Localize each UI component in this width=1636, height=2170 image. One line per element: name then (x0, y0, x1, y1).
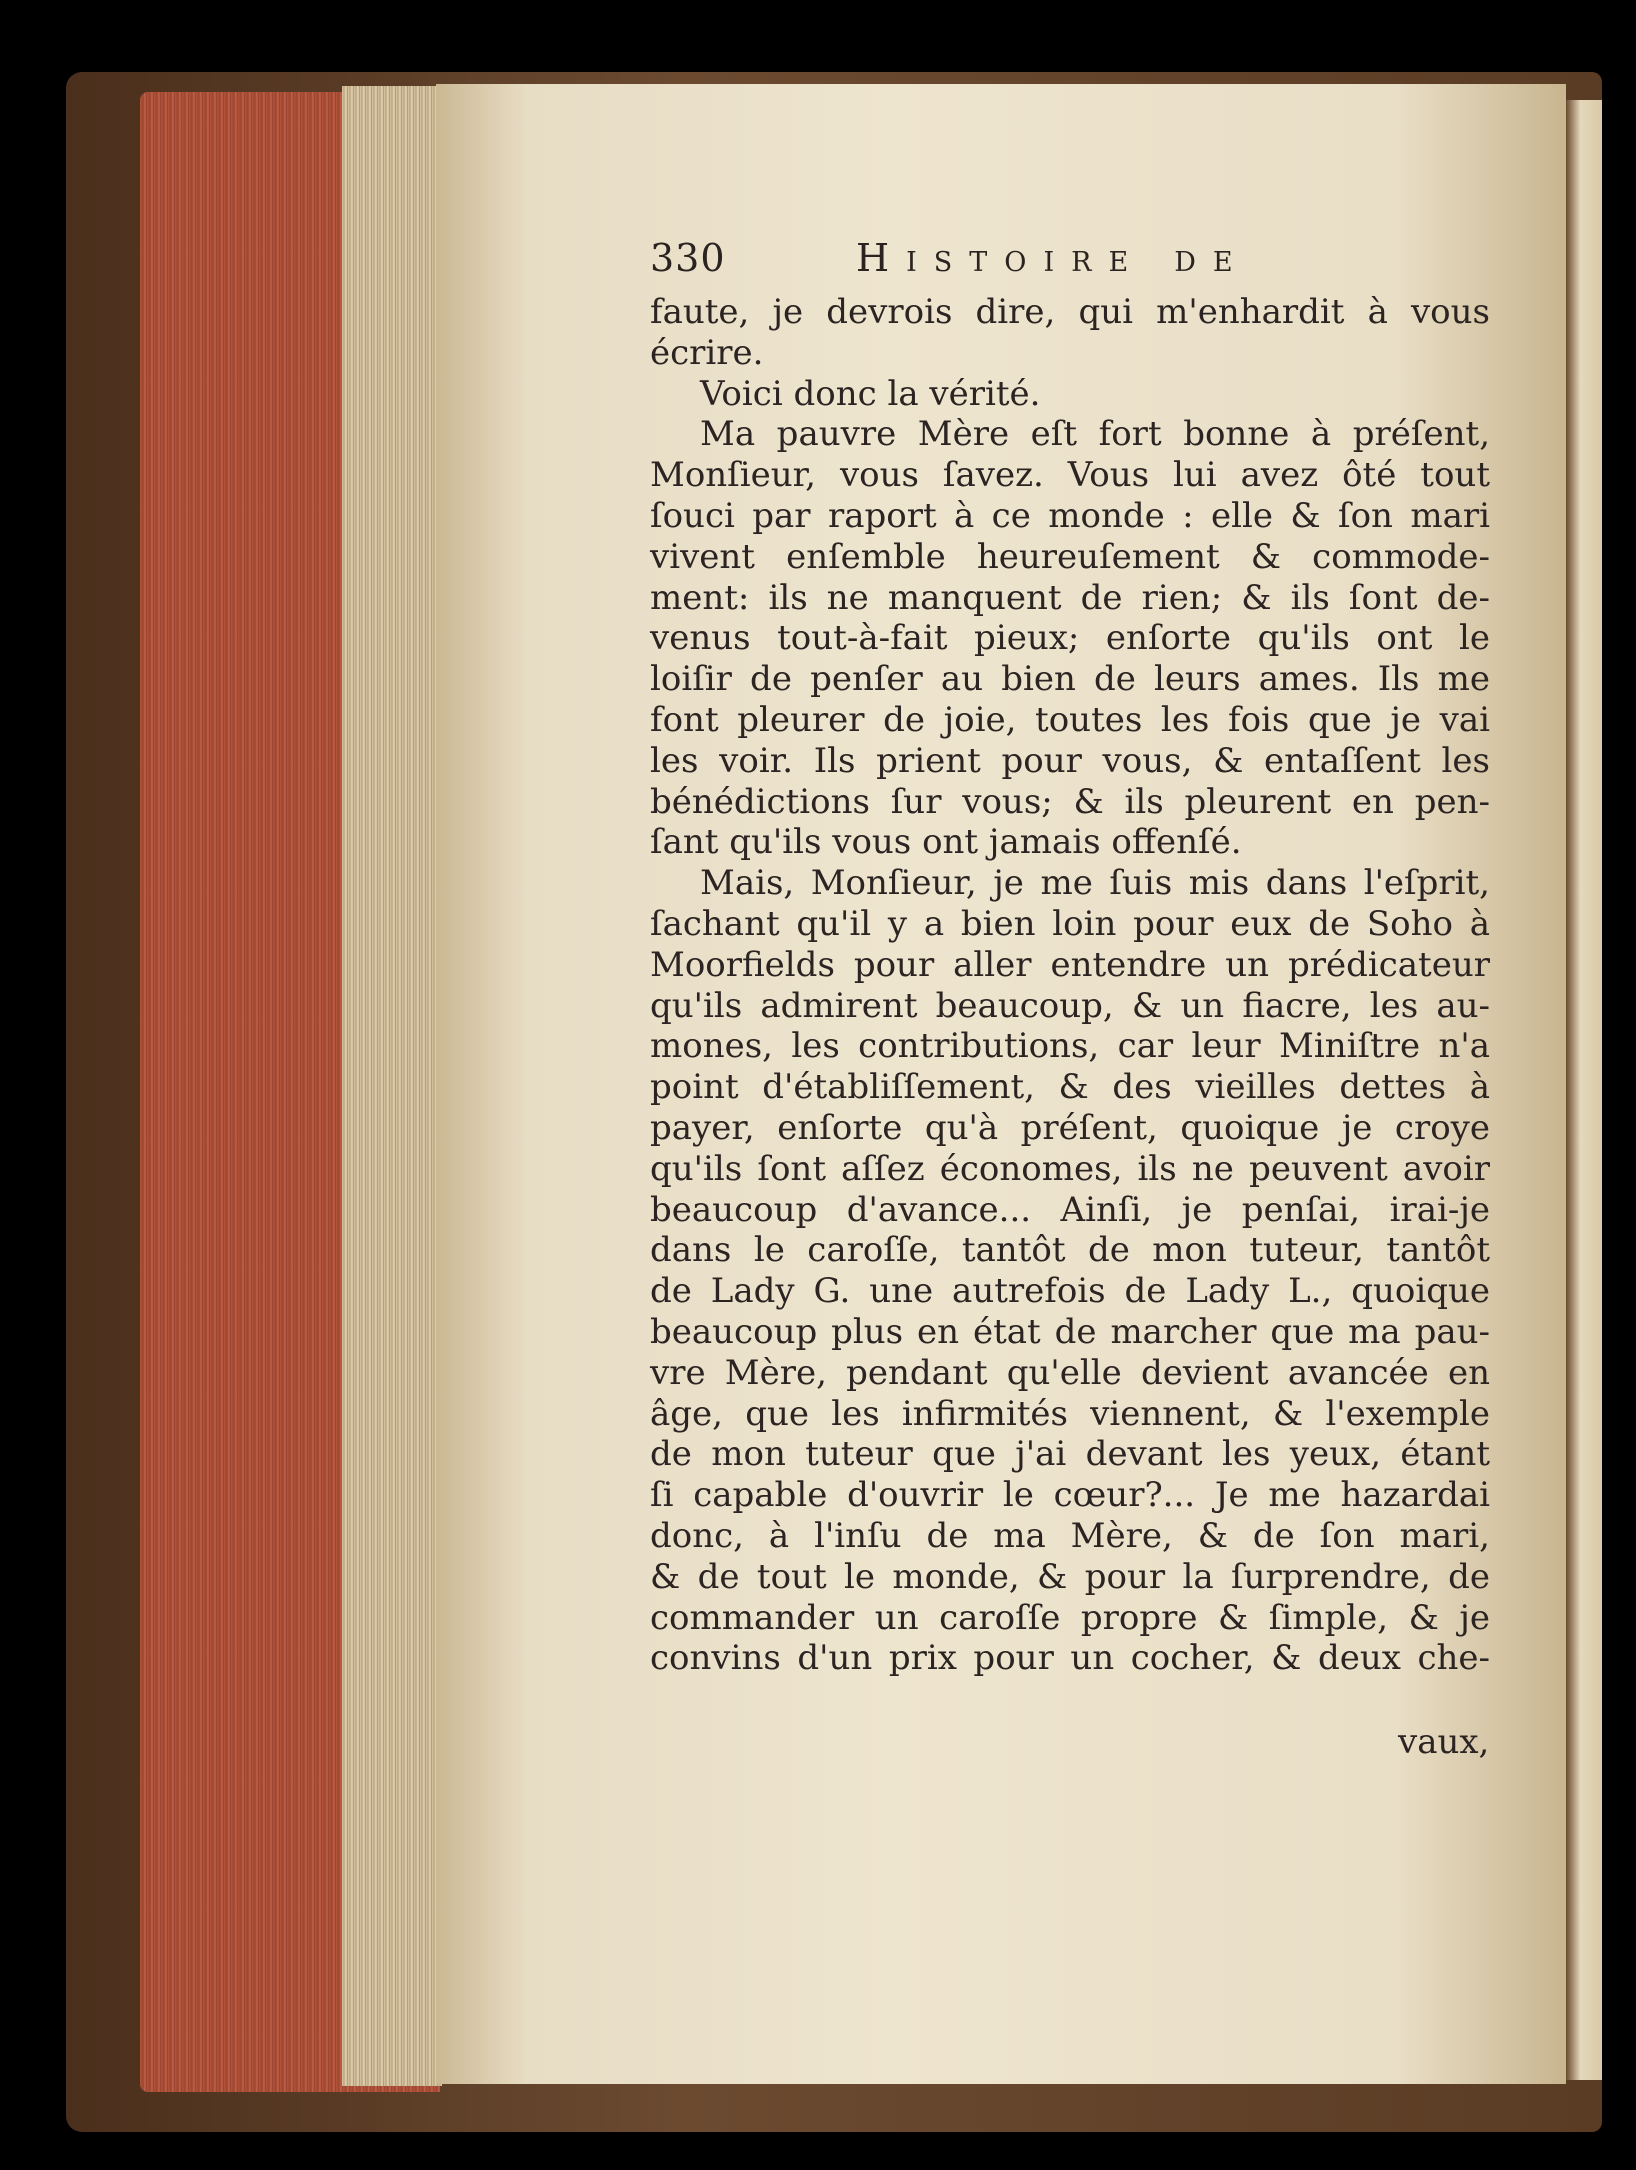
text-line: écrire. (650, 332, 764, 373)
text-line: les voir. Ils prient pour vous, & entaſſent les (650, 740, 1490, 781)
text-line: payer, enſorte qu'à préſent, quoique je croye (650, 1107, 1490, 1148)
text-line: loiſir de penſer au bien de leurs ames. Ils me (650, 659, 1490, 700)
text-line: point d'établiſſement, & des vieilles dettes à (650, 1067, 1490, 1108)
text-line: Mais, Monſieur, je me ſuis mis dans l'eſprit, (700, 863, 1490, 904)
text-line: ſouci par raport à ce monde : elle & ſon mari (650, 495, 1490, 536)
page-header (650, 236, 1480, 286)
text-line: ſi capable d'ouvrir le cœur?... Je me hazardai (650, 1475, 1490, 1516)
text-line: faute, je devrois dire, qui m'enhardit à vous (650, 292, 1490, 332)
body-text (650, 292, 1490, 1679)
text-line: vre Mère, pendant qu'elle devient avancée en (650, 1352, 1490, 1393)
text-line: vivent enſemble heureuſement & commode- (650, 536, 1490, 577)
text-line: bénédictions ſur vous; & ils pleurent en pen- (650, 781, 1490, 822)
text-line: qu'ils admirent beaucoup, & un fiacre, les au- (650, 985, 1490, 1026)
text-line: Monſieur, vous ſavez. Vous lui avez ôté tout (650, 455, 1490, 496)
text-line: Moorfields pour aller entendre un prédicateur (650, 944, 1490, 985)
text-line: Voici donc la vérité. (700, 373, 1041, 414)
text-line: donc, à l'inſu de ma Mère, & de ſon mari, (650, 1515, 1490, 1556)
text-line: mones, les contributions, car leur Miniſtre n'a (650, 1026, 1490, 1067)
text-line: venus tout-à-fait pieux; enſorte qu'ils ont le (650, 618, 1490, 659)
text-line: de Lady G. une autrefois de Lady L., quoique (650, 1271, 1490, 1312)
text-line: de mon tuteur que j'ai devant les yeux, étant (650, 1434, 1490, 1475)
text-line: Ma pauvre Mère eſt fort bonne à préſent, (700, 414, 1490, 455)
text-line: convins d'un prix pour un cocher, & deux che- (650, 1638, 1490, 1679)
text-line: font pleurer de joie, toutes les fois que je vai (650, 699, 1490, 740)
page-edges-inner (342, 86, 442, 2086)
text-line: qu'ils ſont aſſez économes, ils ne peuvent avoir (650, 1148, 1490, 1189)
text-line: beaucoup d'avance... Ainſi, je penſai, irai-je (650, 1189, 1490, 1230)
running-title: Histoire de (856, 236, 1250, 280)
text-line: & de tout le monde, & pour la ſurprendre, de (650, 1556, 1490, 1597)
catchword: vaux, (1398, 1722, 1490, 1762)
text-line: beaucoup plus en état de marcher que ma pau- (650, 1311, 1490, 1352)
text-line: ſant qu'ils vous ont jamais offenſé. (650, 822, 1242, 863)
text-line: ment: ils ne manquent de rien; & ils ſont de- (650, 577, 1490, 618)
text-line: âge, que les infirmités viennent, & l'exemple (650, 1393, 1490, 1434)
page-number: 330 (650, 236, 726, 280)
text-line: dans le caroſſe, tantôt de mon tuteur, tantôt (650, 1230, 1490, 1271)
text-line: commander un caroſſe propre & ſimple, & je (650, 1597, 1490, 1638)
facing-page-edge (1566, 100, 1602, 2080)
text-line: ſachant qu'il y a bien loin pour eux de Soho à (650, 903, 1490, 944)
